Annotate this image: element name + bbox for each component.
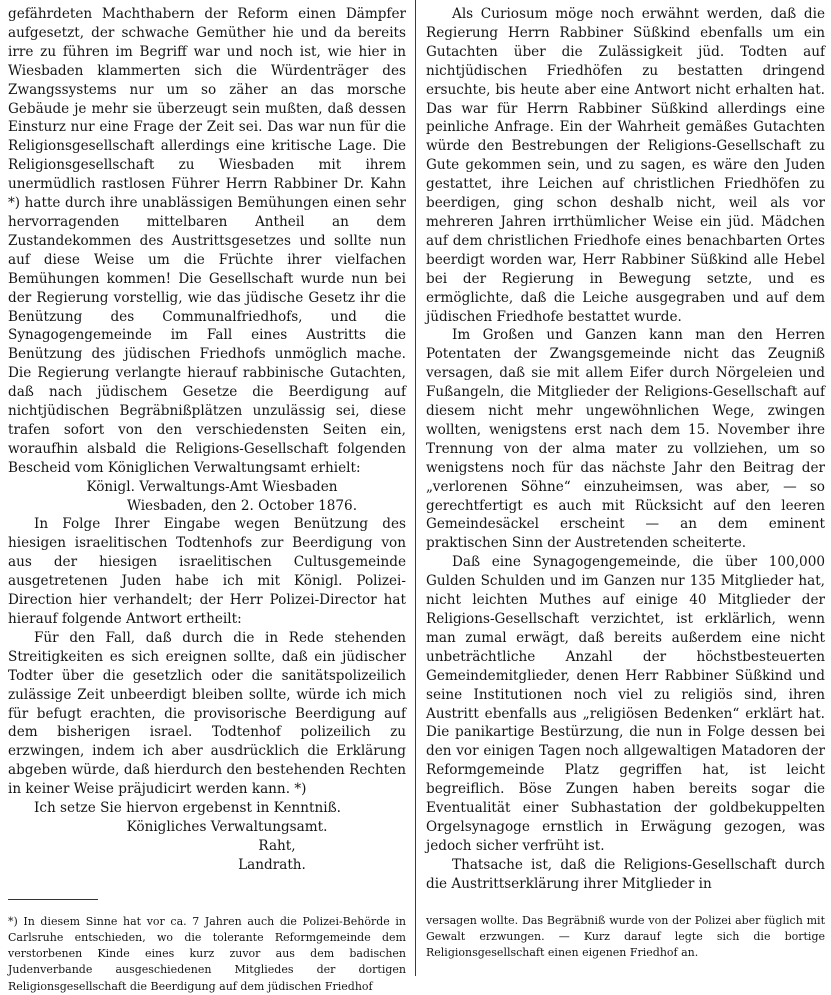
- column-divider: [415, 0, 416, 976]
- right-column-main: [426, 5, 825, 892]
- signature-office: Königliches Verwaltungsamt.: [126, 818, 328, 835]
- right-paragraph-4: Thatsache ist, daß die Religions-Gesellschaft durch die Austrittserklärung ihrer Mitglieder in: [426, 856, 825, 892]
- letter-paragraph-2: Für den Fall, daß durch die in Rede stehenden Streitigkeiten es sich ereignen sollte, daß ein jüdischer Todter über die gesetzlich oder die sanitätspolizeilich zulässige Zeit unbeerdigt bleiben sollte, würde ich mich für befugt erachten, die provisorische Beerdigung auf dem bisherigen israel. Todtenhof polizeilich zu erzwingen, indem ich aber ausdrücklich die Erklärung abgeben würde, daß hierdurch den bestehenden Rechten in keiner Weise präjudicirt werden kann. *): [8, 629, 406, 798]
- footnote-continuation: versagen wollte. Das Begräbniß wurde von der Polizei aber füglich mit Gewalt erzwungen. — Kurz darauf legte sich die bortige Religionsgesellschaft einen eigenen Friedhof an.: [426, 914, 825, 960]
- right-paragraph-1: Als Curiosum möge noch erwähnt werden, daß die Regierung Herrn Rabbiner Süßkind ebenfalls um ein Gutachten über die Zulässigkeit jüd. Todten auf nichtjüdischen Friedhöfen zu bestatten dringend ersuchte, bis heute aber eine Antwort nicht erhalten hat. Das war für Herrn Rabbiner Süßkind allerdings eine peinliche Anfrage. Ein der Wahrheit gemäßes Gutachten würde den Bestrebungen der Religions-Gesellschaft zu Gute gekommen sein, und zu sagen, es wäre den Juden gestattet, ihre Leichen auf christlichen Friedhöfen zu beerdigen, ging schon deshalb nicht, weil als vor mehreren Jahren irrthümlicher Weise ein jüd. Mädchen auf dem christlichen Friedhofe eines benachbarten Ortes beerdigt worden war, Herr Rabbiner Süßkind alle Hebel bei der Regierung in Bewegung setzte, und es ermöglichte, daß die Leiche ausgegraben und auf dem jüdischen Friedhofe bestattet wurde.: [426, 6, 825, 325]
- right-paragraph-3: Daß eine Synagogengemeinde, die über 100,000 Gulden Schulden und im Ganzen nur 135 Mitglieder hat, nicht leichten Muthes auf einige 40 Mitglieder der Religions-Gesellschaft verzichtet, ist erklärlich, wenn man zumal erwägt, daß bereits außerdem eine nicht unbeträchtliche Anzahl der höchstbesteuerten Gemeindemitglieder, denen Herr Rabbiner Süßkind und seine Institutionen noch viel zu religiös sind, ihren Austritt ebenfalls aus „religiösen Bedenken“ erklärt hat. Die panikartige Bestürzung, die nun in Folge dessen bei den vor einigen Tagen noch allgewaltigen Matadoren der Reformgemeinde Platz gegriffen hat, ist leicht begreiflich. Böse Zungen haben bereits sogar die Eventualität einer Subhastation der goldbekuppelten Orgelsynagoge ernstlich in Erwägung gezogen, was jedoch sicher verfrüht ist.: [426, 554, 825, 854]
- letter-paragraph-1: In Folge Ihrer Eingabe wegen Benützung des hiesigen israelitischen Todtenhofs zur Beerdigung von aus der hiesigen israelitischen Cultusgemeinde ausgetretenen Juden habe ich mit Königl. Polizei-Direction hier verhandelt; der Herr Polizei-Director hat hierauf folgende Antwort ertheilt:: [8, 516, 406, 627]
- right-column: [426, 5, 825, 967]
- left-column: [8, 5, 406, 993]
- letter-paragraph-3: Ich setze Sie hiervon ergebenst in Kenntniß.: [34, 800, 341, 817]
- letter-header-office: Königl. Verwaltungs-Amt Wiesbaden: [86, 478, 338, 495]
- signature-title: Landrath.: [238, 856, 306, 873]
- left-paragraph-1: gefährdeten Machthabern der Reform einen Dämpfer aufgesetzt, der schwache Gemüther hie und da bereits irre zu führen im Begriff war und noch ist, wie hier in Wiesbaden klammerten sich die Würdenträger des Zwangssystems nur um so zäher an das morsche Gebäude je mehr sie überzeugt sein mußten, daß dessen Einsturz nur eine Frage der Zeit sei. Das war nun für die Religionsgesellschaft allerdings eine kritische Lage. Die Religionsgesellschaft zu Wiesbaden mit ihrem unermüdlich rastlosen Führer Herrn Rabbiner Dr. Kahn *) hatte durch ihre unablässigen Bemühungen einen sehr hervorragenden mittelbaren Antheil an dem Zustandekommen des Austrittsgesetzes und sollte nun auf diese Weise um die Früchte ihrer vielfachen Bemühungen kommen! Die Gesellschaft wurde nun bei der Regierung vorstellig, wie das jüdische Gesetz ihr die Benützung des Communalfriedhofs, und die Synagogengemeinde im Fall eines Austritts die Benützung des jüdischen Friedhofs unmöglich mache. Die Regierung verlangte hierauf rabbinische Gutachten, daß nach jüdischem Gesetze die Beerdigung auf nichtjüdischen Begräbnißplätzen unzulässig sei, diese trafen sofort von den verschiedensten Seiten ein, woraufhin alsbald die Religions-Gesellschaft folgenden Bescheid vom Königlichen Verwaltungsamt erhielt:: [8, 6, 406, 476]
- signature-name: Raht,: [258, 837, 296, 854]
- footnote-divider: [8, 899, 98, 900]
- footnote: *) In diesem Sinne hat vor ca. 7 Jahren auch die Polizei-Behörde in Carlsruhe entschieden, wo die tolerante Reformgemeinde dem verstorbenen Kinde eines kurz zuvor aus dem badischen Judenverbande ausgeschiedenen Mitgliedes der dortigen Religionsgesellschaft die Beerdigung auf dem jüdischen Friedhof: [8, 914, 406, 993]
- right-paragraph-2: Im Großen und Ganzen kann man den Herren Potentaten der Zwangsgemeinde nicht das Zeugniß versagen, daß sie mit allem Eifer durch Nörgeleien und Fußangeln, die Mitglieder der Religions-Gesellschaft auf diesem nicht mehr ungewöhnlichen Wege, zwingen wollten, wenigstens erst nach dem 15. November ihre Trennung von der alma mater zu vollziehen, um so wenigstens noch für das nächste Jahr den Beitrag der „verlorenen Söhne“ einzuheimsen, was aber, — so gerechtfertigt es auch mit Rücksicht auf den leeren Gemeindesäckel erscheint — an dem eminent praktischen Sinn der Austretenden scheiterte.: [426, 327, 825, 552]
- footnote-continuation-block: [426, 913, 825, 962]
- letter-header-date: Wiesbaden, den 2. October 1876.: [126, 497, 358, 514]
